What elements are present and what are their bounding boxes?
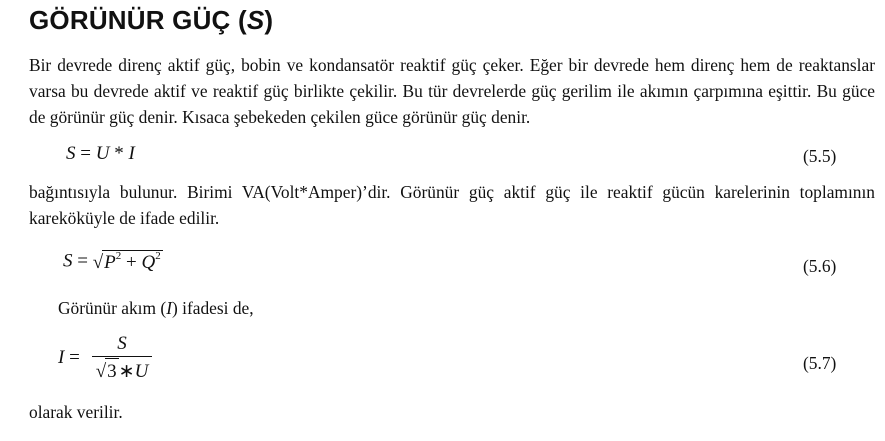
- radicand: [102, 250, 163, 274]
- equation-number-5-5: (5.5): [803, 146, 837, 166]
- eq1-b: I: [128, 143, 135, 164]
- eq2-lhs: S: [63, 250, 73, 272]
- fraction-bar: [92, 356, 152, 357]
- square-root: [93, 250, 163, 274]
- paragraph-unit: bağıntısıyla bulunur. Birimi VA(Volt*Amper)’dir. Görünür güç aktif güç ile reaktif gücün karelerinin toplamının kareköküyle de ifade edilir.: [29, 182, 875, 228]
- eq3-lhs: I: [58, 347, 65, 368]
- equation-5-5: [66, 143, 135, 165]
- eq1-lhs: S: [66, 143, 76, 164]
- heading-close: ): [264, 5, 274, 35]
- fraction-denominator: [92, 358, 152, 384]
- fraction: [92, 332, 152, 384]
- eq1-times: *: [109, 143, 129, 164]
- p3-after: ) ifadesi de,: [171, 298, 254, 318]
- equation-5-6: [63, 250, 163, 274]
- radical-sign: √: [92, 252, 104, 273]
- eq1-op: =: [75, 143, 96, 164]
- eq3-den-var: U: [134, 361, 149, 382]
- heading-symbol: S: [246, 5, 265, 35]
- section-heading: [29, 5, 273, 36]
- equation-number-5-6: (5.6): [803, 256, 837, 276]
- paragraph-intro: Bir devrede direnç aktif güç, bobin ve kondansatör reaktif güç çeker. Eğer bir devrede hem direnç hem de reaktanslar varsa bu devrede aktif ve reaktif güç birlikte çekilir. Bu tür devrelerde güç gerilim ile akımın çarpımına eşittir. Bu güce de görünür güç denir. Kısaca şebekeden çekilen güce görünür güç denir.: [29, 55, 875, 127]
- eq2-op: =: [72, 250, 93, 272]
- eq2-p: P: [104, 252, 116, 273]
- radicand: 3: [105, 358, 119, 384]
- equation-number-5-7: (5.7): [803, 353, 837, 373]
- eq3-times: ∗: [118, 361, 135, 382]
- eq2-p-exponent: 2: [115, 250, 122, 262]
- paragraph-closing: olarak verilir.: [29, 402, 123, 422]
- radical-sign: √: [95, 361, 107, 382]
- eq2-q: Q: [141, 252, 156, 273]
- eq2-q-exponent: 2: [155, 250, 161, 262]
- fraction-numerator: S: [117, 333, 127, 354]
- eq2-plus: +: [121, 252, 142, 273]
- heading-text: GÖRÜNÜR GÜÇ (: [29, 5, 247, 35]
- eq1-a: U: [95, 143, 110, 164]
- eq3-left-side: [58, 347, 80, 369]
- eq3-op: =: [64, 347, 80, 368]
- p3-symbol: I: [166, 298, 172, 318]
- paragraph-current: [58, 295, 758, 321]
- p3-before: Görünür akım (: [58, 298, 167, 318]
